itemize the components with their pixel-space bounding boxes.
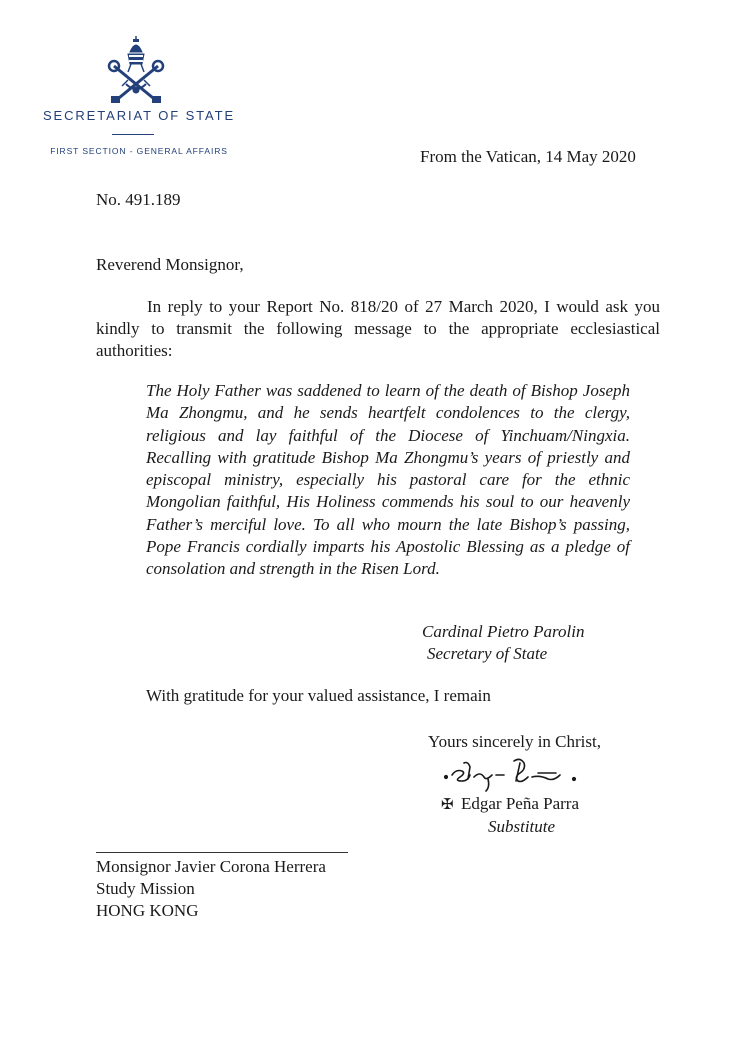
intro-paragraph: In reply to your Report No. 818/20 of 27 March 2020, I would ask you kindly to transmit the following message to the appropriate ecclesiastical authorities: bbox=[96, 297, 660, 360]
signer-name: Edgar Peña Parra bbox=[461, 794, 580, 813]
handwritten-signature-icon bbox=[440, 753, 600, 793]
closing-line: With gratitude for your valued assistance, I remain bbox=[146, 686, 491, 705]
valediction: Yours sincerely in Christ, bbox=[428, 732, 601, 751]
office-section: FIRST SECTION - GENERAL AFFAIRS bbox=[50, 146, 228, 156]
salutation: Reverend Monsignor, bbox=[96, 255, 244, 274]
addressee-place: HONG KONG bbox=[96, 901, 199, 920]
addressee-mission: Study Mission bbox=[96, 879, 195, 898]
papal-coat-of-arms-icon bbox=[100, 36, 172, 108]
message-signer-title: Secretary of State bbox=[427, 644, 548, 663]
letterhead-divider bbox=[112, 134, 154, 135]
message-signer-name: Cardinal Pietro Parolin bbox=[422, 622, 585, 641]
addressee-name: Monsignor Javier Corona Herrera bbox=[96, 857, 326, 876]
papal-message: The Holy Father was saddened to learn of the death of Bishop Joseph Ma Zhongmu, and he sends heartfelt condolences to the clergy, religious and lay faithful of the Diocese of Yinchuam/Ningxia. Recalling with gratitude Bishop Ma Zhongmu’s years of priestly and episcopal ministry, especially his pastoral care for the ethnic Mongolian faithful, His Holiness commends his soul to our heavenly Father’s merciful love. To all who mourn the late Bishop’s passing, Pope Francis cordially imparts his Apostolic Blessing as a pledge of consolation and strength in the Risen Lord. bbox=[146, 381, 630, 579]
reference-number: No. 491.189 bbox=[96, 190, 181, 209]
episcopal-cross-icon: ✠ bbox=[441, 797, 454, 813]
signer-title: Substitute bbox=[488, 817, 556, 836]
date-line: From the Vatican, 14 May 2020 bbox=[420, 147, 636, 166]
addressee-divider bbox=[96, 852, 348, 853]
office-name: SECRETARIAT OF STATE bbox=[42, 108, 236, 123]
